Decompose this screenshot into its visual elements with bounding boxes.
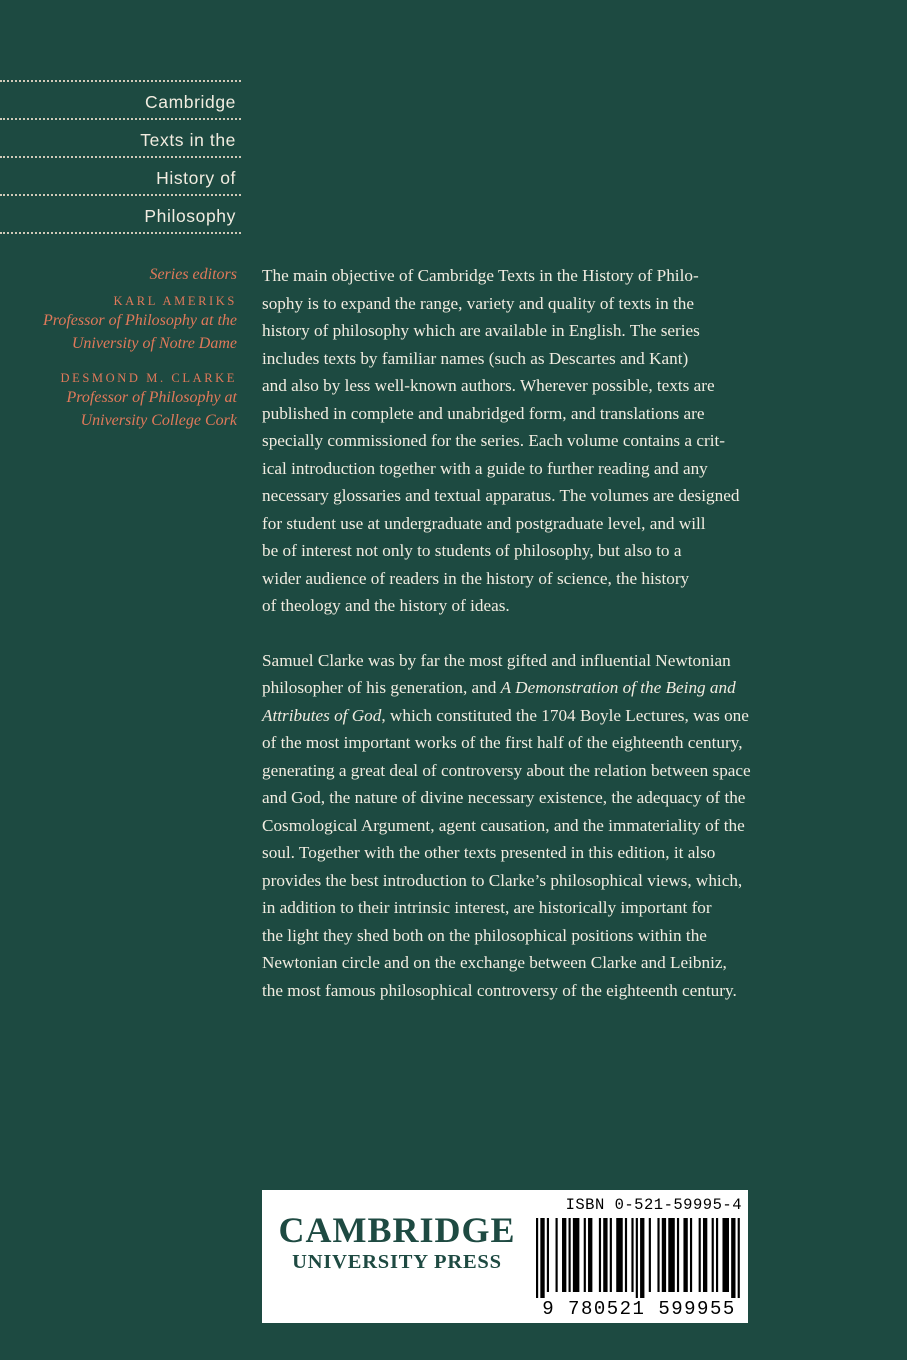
publisher-name-line-2: UNIVERSITY PRESS [292,1251,502,1273]
series-title-block [0,80,241,234]
barcode-bar [556,1218,558,1292]
series-editors [0,264,237,432]
paragraph-1-line: of theology and the history of ideas. [262,596,510,615]
paragraph-2-line [262,674,822,702]
barcode-bar [631,1218,633,1292]
paragraph-1-line: and also by less well-known authors. Wherever possible, texts are [262,376,715,395]
barcode-bar [536,1218,538,1298]
series-title-line-3: History of [0,156,241,194]
barcode-bar [716,1218,718,1292]
barcode-bar [610,1218,612,1292]
paragraph-2-line: of the most important works of the first half of the eighteenth century, [262,733,743,752]
barcode-bars [536,1218,740,1298]
paragraph-1-line: specially commissioned for the series. Each volume contains a crit- [262,431,725,450]
barcode-number: 9 780521 599955 [542,1298,736,1318]
series-title-line-2: Texts in the [0,118,241,156]
paragraph-2-line: Cosmological Argument, agent causation, and the immateriality of the [262,815,745,835]
barcode-bar [712,1218,714,1292]
barcode-bar [584,1218,586,1292]
paragraph-2-line: Samuel Clarke was by far the most gifted and influential Newtonian [262,650,731,670]
barcode-bar [599,1218,601,1292]
barcode-bar [636,1218,638,1298]
barcode-bar [603,1218,607,1292]
series-description-paragraph [262,262,822,620]
barcode-bar [640,1218,644,1298]
barcode-bar [668,1218,675,1292]
editor-1-position-line-2: University of Notre Dame [71,335,237,352]
barcode-bar [699,1218,701,1292]
paragraph-2-text: , which constituted the 1704 Boyle Lectures, was one [381,705,749,725]
barcode-bar [703,1218,707,1292]
series-title-line-1: Cambridge [0,80,241,118]
paragraph-2-text: philosopher of his generation, and [262,678,501,697]
paragraph-2-line: and God, the nature of divine necessary existence, the adequacy of the [262,788,746,807]
barcode [534,1218,744,1318]
paragraph-2-line: provides the best introduction to Clarke’s philosophical views, which, [262,870,743,890]
paragraph-2-line: in addition to their intrinsic interest, are historically important for [262,898,712,917]
paragraph-1-line: sophy is to expand the range, variety and quality of texts in the [262,293,694,313]
barcode-bar [690,1218,692,1292]
barcode-bar [569,1218,571,1292]
barcode-bar [573,1218,580,1292]
editor-1-position-line-1: Professor of Philosophy at the [42,312,237,329]
barcode-bar [738,1218,740,1298]
barcode-bar [677,1218,679,1292]
paragraph-1-line: necessary glossaries and textual apparatus. The volumes are designed [262,486,740,505]
paragraph-1-line: for student use at undergraduate and postgraduate level, and will [262,513,706,533]
publisher-logo [276,1210,518,1274]
publisher-barcode-box [262,1190,748,1323]
paragraph-1-line: be of interest not only to students of philosophy, but also to a [262,541,682,560]
editor-2-name: DESMOND M. CLARKE [60,371,237,385]
barcode-bar [657,1218,659,1292]
isbn-label: ISBN 0-521-59995-4 [565,1196,742,1214]
barcode-bar [616,1218,623,1292]
barcode-bar [662,1218,666,1292]
editor-1-name: KARL AMERIKS [113,294,237,308]
barcode-bar [625,1218,627,1292]
paragraph-1-line: ical introduction together with a guide to further reading and any [262,458,708,478]
paragraph-2-line: soul. Together with the other texts presented in this edition, it also [262,843,716,862]
paragraph-2-line: the light they shed both on the philosophical positions within the [262,925,707,945]
book-title-italic: Attributes of God [262,705,382,725]
barcode-bar [540,1218,544,1298]
paragraph-2-line [262,702,822,730]
paragraph-2-line: Newtonian circle and on the exchange between Clarke and Leibniz, [262,953,727,972]
barcode-bar [649,1218,651,1292]
paragraph-2-line: the most famous philosophical controversy of the eighteenth century. [262,980,737,1000]
paragraph-1-line: The main objective of Cambridge Texts in the History of Philo- [262,266,699,285]
description-text [262,262,822,1004]
paragraph-1-line: wider audience of readers in the history of science, the history [262,568,690,588]
barcode-bar [547,1218,549,1292]
editor-2-position-line-1: Professor of Philosophy at [66,389,237,406]
barcode-bar [722,1218,729,1292]
barcode-bar [731,1218,735,1298]
book-description-paragraph [262,647,822,1005]
paragraph-1-line: published in complete and unabridged form, and translations are [262,403,705,423]
publisher-name-line-1: CAMBRIDGE [278,1210,516,1250]
series-editors-label: Series editors [149,266,237,283]
series-title-line-4: Philosophy [0,194,241,234]
barcode-bar [683,1218,687,1292]
barcode-bar [588,1218,592,1292]
barcode-bar [562,1218,566,1292]
editor-2-position-line-2: University College Cork [80,412,237,429]
paragraph-1-line: includes texts by familiar names (such as Descartes and Kant) [262,348,689,368]
book-title-italic: A Demonstration of the Being and [500,678,736,697]
paragraph-1-line: history of philosophy which are available in English. The series [262,321,700,340]
paragraph-2-line: generating a great deal of controversy about the relation between space [262,760,751,780]
